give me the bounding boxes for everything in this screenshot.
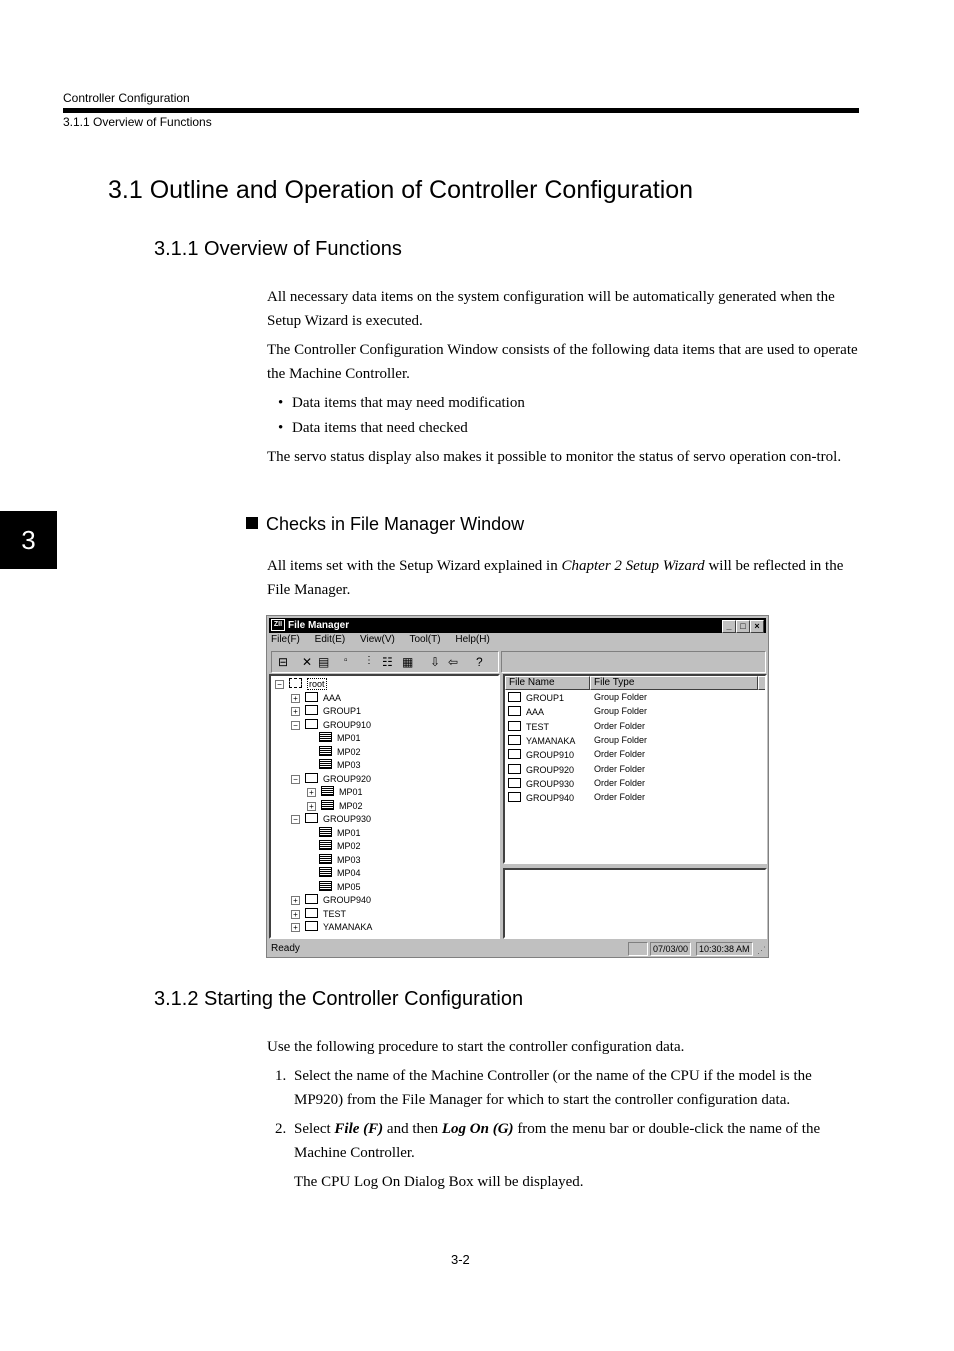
- header-rule: [63, 108, 859, 113]
- tree-item[interactable]: MP01: [319, 827, 361, 838]
- step-2: 2. Select File (F) and then Log On (G) from the menu bar or double-click the name of the Machine Controller.: [275, 1121, 821, 1161]
- tree-item[interactable]: − GROUP930: [291, 813, 371, 824]
- checks-heading-text: Checks in File Manager Window: [266, 514, 525, 534]
- column-header-file-name[interactable]: File Name: [505, 676, 590, 690]
- column-header-spacer: [758, 676, 767, 690]
- title-bar: [269, 618, 766, 633]
- tree-item[interactable]: + MP02: [307, 800, 363, 811]
- starting-body: [267, 1035, 859, 1199]
- column-header-file-type[interactable]: File Type: [590, 676, 758, 690]
- tree-item[interactable]: MP03: [319, 759, 361, 770]
- window-title: File Manager: [288, 620, 350, 631]
- list-cell-type: Group Folder: [594, 735, 648, 745]
- tree-item[interactable]: − GROUP920: [291, 773, 371, 784]
- toolbar-right: [501, 651, 766, 673]
- resize-grip-icon[interactable]: ⋰: [757, 945, 766, 955]
- list-cell-type: Order Folder: [594, 792, 646, 802]
- small-icons-icon[interactable]: ⋮: [364, 655, 374, 666]
- list-row[interactable]: AAA: [508, 706, 544, 717]
- list-row[interactable]: TEST: [508, 721, 549, 732]
- overview-para-2: The Controller Configuration Window consists of the following data items that are used to operate the Machine Controller.: [267, 342, 858, 382]
- chapter-tab: 3: [0, 511, 57, 569]
- details-view-icon[interactable]: ▦: [402, 655, 414, 669]
- checks-para: All items set with the Setup Wizard explained in Chapter 2 Setup Wizard will be reflected in the File Manager.: [267, 558, 844, 598]
- list-cell-type: Order Folder: [594, 749, 646, 759]
- bullet-text: Data items that need checked: [292, 420, 468, 436]
- list-row[interactable]: GROUP1: [508, 692, 564, 703]
- running-header-chapter: Controller Configuration: [63, 91, 190, 105]
- subsection-heading-starting: 3.1.2 Starting the Controller Configuration: [154, 988, 524, 1010]
- list-cell-type: Order Folder: [594, 721, 646, 731]
- close-button[interactable]: ×: [750, 620, 764, 633]
- tree-item[interactable]: − GROUP910: [291, 719, 371, 730]
- tree-item[interactable]: MP02: [319, 840, 361, 851]
- step-2-note: The CPU Log On Dialog Box will be displayed.: [294, 1174, 584, 1190]
- subsection-heading-overview: 3.1.1 Overview of Functions: [154, 238, 402, 260]
- menu-bar: [271, 634, 502, 648]
- status-bar: [269, 941, 766, 956]
- help-icon[interactable]: ?: [476, 655, 483, 669]
- tree-view[interactable]: [269, 674, 500, 939]
- menu-file[interactable]: File(F): [271, 634, 300, 645]
- list-cell-type: Group Folder: [594, 692, 648, 702]
- minimize-button[interactable]: _: [722, 620, 736, 633]
- menu-tool[interactable]: Tool(T): [409, 634, 441, 645]
- list-row[interactable]: GROUP930: [508, 778, 574, 789]
- delete-icon[interactable]: ✕: [302, 655, 313, 669]
- tree-item[interactable]: + GROUP940: [291, 894, 371, 905]
- large-icons-icon[interactable]: ▫: [344, 655, 348, 666]
- tree-item-root[interactable]: − root: [275, 678, 327, 689]
- bullet-item: • Data items that may need modification: [278, 395, 525, 411]
- checks-heading: [246, 514, 524, 535]
- list-row[interactable]: GROUP940: [508, 792, 574, 803]
- list-cell-type: Group Folder: [594, 706, 648, 716]
- overview-para-1: All necessary data items on the system configuration will be automatically generated when the Setup Wizard is executed.: [267, 289, 835, 329]
- list-view-icon[interactable]: ☷: [382, 655, 393, 669]
- page-number: 3-2: [451, 1252, 470, 1267]
- tree-item[interactable]: + GROUP1: [291, 705, 361, 716]
- transfer-icon[interactable]: ⇩: [430, 655, 441, 669]
- status-time: 10:30:38 AM: [696, 942, 753, 956]
- checks-body: [267, 554, 859, 607]
- file-list[interactable]: [503, 674, 767, 864]
- properties-icon[interactable]: ▤: [318, 655, 330, 669]
- up-folder-icon[interactable]: ⊟: [278, 655, 289, 669]
- menu-view[interactable]: View(V): [360, 634, 395, 645]
- list-row[interactable]: GROUP910: [508, 749, 574, 760]
- list-row[interactable]: GROUP920: [508, 764, 574, 775]
- maximize-button[interactable]: □: [736, 620, 750, 633]
- overview-body: [267, 285, 859, 474]
- transfer2-icon[interactable]: ⇦: [448, 655, 459, 669]
- tree-item[interactable]: MP01: [319, 732, 361, 743]
- bullet-text: Data items that may need modification: [292, 395, 525, 411]
- file-manager-window: [266, 615, 769, 958]
- toolbar: [271, 651, 499, 673]
- status-indicator: [628, 942, 648, 956]
- list-row[interactable]: YAMANAKA: [508, 735, 575, 746]
- tree-item[interactable]: MP04: [319, 867, 361, 878]
- tree-item[interactable]: MP02: [319, 746, 361, 757]
- tree-item[interactable]: + YAMANAKA: [291, 921, 372, 932]
- tree-item[interactable]: MP05: [319, 881, 361, 892]
- tree-item[interactable]: + MP01: [307, 786, 363, 797]
- square-bullet-icon: [246, 517, 258, 529]
- overview-para-3: The servo status display also makes it possible to monitor the status of servo operation con-trol.: [267, 449, 842, 465]
- starting-intro: Use the following procedure to start the controller configuration data.: [267, 1039, 685, 1055]
- status-date: 07/03/00: [650, 942, 691, 956]
- section-heading: 3.1 Outline and Operation of Controller Configuration: [108, 176, 694, 204]
- status-text: Ready: [271, 943, 300, 954]
- bullet-item: • Data items that need checked: [278, 420, 468, 436]
- tree-item[interactable]: MP03: [319, 854, 361, 865]
- app-icon: ZII: [271, 619, 285, 631]
- running-header-section: 3.1.1 Overview of Functions: [63, 115, 212, 129]
- tree-item[interactable]: + AAA: [291, 692, 341, 703]
- menu-help[interactable]: Help(H): [455, 634, 490, 645]
- list-cell-type: Order Folder: [594, 764, 646, 774]
- step-1: 1. Select the name of the Machine Controller (or the name of the CPU if the model is the MP920) from the File Manager for which to start the controller configuration data.: [275, 1068, 812, 1108]
- list-cell-type: Order Folder: [594, 778, 646, 788]
- menu-edit[interactable]: Edit(E): [314, 634, 346, 645]
- tree-item[interactable]: + TEST: [291, 908, 346, 919]
- output-pane[interactable]: [503, 868, 767, 939]
